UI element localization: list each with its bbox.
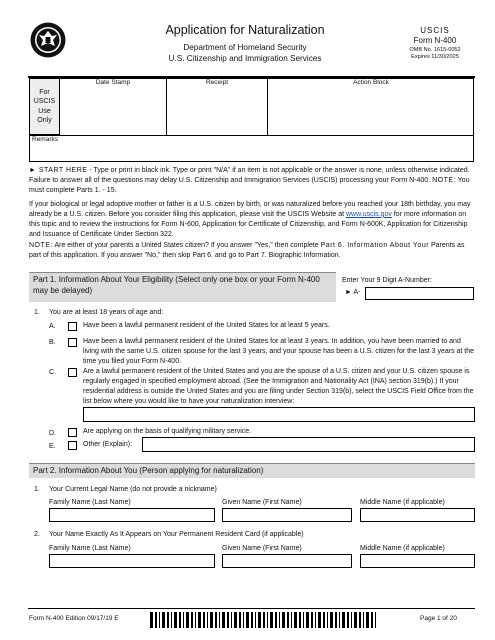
- barcode-bar: [359, 612, 361, 628]
- barcode-bar: [270, 612, 273, 628]
- barcode-bar: [366, 612, 369, 628]
- middle-name-label: Middle Name (if applicable): [360, 545, 445, 552]
- other-explain-input[interactable]: [142, 437, 475, 452]
- start-here-label: ► START HERE: [29, 167, 88, 174]
- option-text: Other (Explain):: [83, 441, 133, 448]
- barcode-bar: [306, 612, 309, 628]
- barcode-bar: [179, 612, 181, 628]
- option-letter: E.: [49, 443, 56, 450]
- barcode-bar: [339, 612, 340, 628]
- parents-note-paragraph: [29, 241, 475, 261]
- barcode-bar: [155, 612, 157, 628]
- a-number-prefix: ► A-: [345, 289, 361, 296]
- barcode-bar: [219, 612, 220, 628]
- option-text: Have been a lawful permanent resident of the United States for at least 5 years.: [83, 322, 330, 329]
- option-letter: C.: [49, 369, 56, 376]
- barcode-bar: [234, 612, 237, 628]
- option-letter: A.: [49, 323, 56, 330]
- form-identifier: [395, 26, 475, 61]
- form-number: Form N-400: [413, 36, 457, 46]
- action-block-header: Action Block: [353, 79, 389, 86]
- barcode-bar: [215, 612, 217, 628]
- current-middle-name-input[interactable]: [360, 508, 475, 522]
- agency-name: U.S. Citizenship and Immigration Services: [168, 54, 322, 63]
- barcode-bar: [363, 612, 364, 628]
- barcode-bar: [162, 612, 165, 628]
- barcode-bar: [275, 612, 277, 628]
- barcode-bar: [347, 612, 349, 628]
- family-name-label: Family Name (Last Name): [49, 499, 131, 506]
- barcode-bar: [287, 612, 289, 628]
- barcode-bar: [159, 612, 160, 628]
- barcode-bar: [351, 612, 352, 628]
- form-title: Application for Naturalization: [165, 23, 325, 37]
- barcode-bar: [342, 612, 345, 628]
- given-name-label: Given Name (First Name): [222, 545, 302, 552]
- option-text: Have been a lawful permanent resident of the United States for at least 3 years. In addition, you have been married to and living with the same U.S. citizen spouse for the last 3 years, and your spouse has been a U.S. citizen for the last 3 years at the time you filed your Form N-400.: [83, 338, 475, 366]
- eligibility-checkbox-b[interactable]: [68, 338, 77, 347]
- barcode-bar: [239, 612, 241, 628]
- barcode-bar: [231, 612, 232, 628]
- department-name: Department of Homeland Security: [183, 43, 307, 52]
- start-here-instructions: [29, 166, 475, 196]
- barcode-bar: [323, 612, 325, 628]
- uscis-use-only-box: [29, 78, 474, 162]
- field-office-input[interactable]: [83, 407, 475, 422]
- only-label: Only: [37, 116, 52, 124]
- barcode-bar: [327, 612, 328, 628]
- eligibility-checkbox-e[interactable]: [68, 441, 77, 450]
- date-stamp-header: Date Stamp: [95, 79, 131, 86]
- question-number: 1.: [34, 309, 40, 316]
- barcode-bar: [246, 612, 249, 628]
- given-name-label: Given Name (First Name): [222, 499, 302, 506]
- barcode-bar: [174, 612, 177, 628]
- use-label: Use: [38, 107, 51, 115]
- for-label: For: [39, 88, 50, 96]
- start-here-text: - Type or print in black ink. Type or print "N/A" if an item is not applicable or the answer is none, unless otherwise indicated. Failure to answer all of the questions may delay U.S. Citizenship and Immigration Services (USCIS) processing your Form N-400.: [29, 167, 470, 184]
- uscis-label: USCIS: [420, 26, 450, 35]
- barcode-bar: [354, 612, 357, 628]
- barcode-bar: [267, 612, 268, 628]
- barcode-bar: [171, 612, 172, 628]
- note-label: NOTE:: [432, 176, 456, 184]
- barcode-bar: [251, 612, 253, 628]
- current-given-name-input[interactable]: [222, 508, 352, 522]
- barcode-bar: [371, 612, 373, 628]
- eligibility-checkbox-a[interactable]: [68, 322, 77, 331]
- barcode-bar: [195, 612, 196, 628]
- barcode-bar: [258, 612, 261, 628]
- eligibility-checkbox-d[interactable]: [68, 428, 77, 437]
- barcode-bar: [183, 612, 184, 628]
- row-divider: [30, 135, 473, 136]
- form-edition: Form N-400 Edition 09/17/19 E: [29, 615, 119, 622]
- barcode-bar: [282, 612, 285, 628]
- for-uscis-use-only-label: [30, 79, 60, 135]
- info-text-b: for more information on this topic and to review the instructions for Form N-600, Application for Certificate of Citizenship, and Form N-600K, Application for Citizenship and Issuance of Certificate Under Section 322.: [29, 210, 468, 238]
- barcode-bar: [198, 612, 201, 628]
- barcode-bar: [330, 612, 333, 628]
- question-number: 2.: [34, 531, 40, 538]
- barcode-bar: [207, 612, 208, 628]
- a-number-label: Enter Your 9 Digit A-Number:: [342, 277, 432, 284]
- omb-number: OMB No. 1615-0052: [409, 46, 461, 53]
- part6-reference: Part 6. Information About Your: [320, 242, 430, 249]
- info-text-a: If your biological or legal adoptive mother or father is a U.S. citizen by birth, or was naturalized before you reached your 18th birthday, you may already be a U.S. citizen. Before you consider filing this application, please visit the USCIS Website at: [29, 201, 471, 218]
- prc-given-name-input[interactable]: [222, 554, 352, 568]
- uscis-website-link[interactable]: www.uscis.gov: [345, 210, 392, 218]
- eligibility-checkbox-c[interactable]: [68, 368, 77, 377]
- expiration-date: Expires 11/30/2025: [411, 54, 459, 61]
- part1-heading: Part 1. Information About Your Eligibility (Select only one box or your Form N-400 may be delayed): [29, 272, 336, 302]
- eligibility-question: You are at least 18 years of age and:: [49, 309, 164, 316]
- prc-middle-name-input[interactable]: [360, 554, 475, 568]
- barcode-bar: [150, 612, 153, 628]
- barcode-bar: [291, 612, 292, 628]
- uscis-label-small: USCIS: [33, 98, 56, 106]
- parents-note-text-b: Parents as part of this application. If you answer "No," then skip Part 6. and go to Part 7. Biographic Information.: [29, 242, 465, 259]
- citizenship-info-paragraph: [29, 200, 475, 240]
- middle-name-label: Middle Name (if applicable): [360, 499, 445, 506]
- current-family-name-input[interactable]: [49, 508, 215, 522]
- parents-note-text-a: Are either of your parents a United States citizen? If you answer "Yes," then complete: [52, 242, 321, 249]
- receipt-header: Receipt: [205, 79, 229, 86]
- barcode-bar: [167, 612, 169, 628]
- note-label-2: NOTE:: [29, 242, 53, 249]
- barcode-bar: [255, 612, 256, 628]
- page-number: Page 1 of 20: [420, 615, 457, 622]
- barcode-bar: [303, 612, 304, 628]
- barcode-bar: [203, 612, 205, 628]
- barcode-bar: [227, 612, 229, 628]
- question-number: 1.: [34, 486, 40, 493]
- option-text: Are applying on the basis of qualifying military service.: [83, 428, 252, 435]
- barcode-bar: [279, 612, 280, 628]
- a-number-input[interactable]: [365, 287, 474, 300]
- part2-heading: Part 2. Information About You (Person applying for naturalization): [29, 463, 475, 478]
- barcode-bar: [335, 612, 337, 628]
- barcode-bar: [186, 612, 189, 628]
- barcode-bar: [263, 612, 265, 628]
- barcode-bar: [299, 612, 301, 628]
- note-text: You must complete Parts 1. - 15.: [29, 176, 470, 194]
- dhs-seal-icon: [30, 22, 66, 58]
- barcode-image: [150, 612, 380, 628]
- barcode-bar: [222, 612, 225, 628]
- barcode-bar: [318, 612, 321, 628]
- option-letter: B.: [49, 339, 56, 346]
- prc-family-name-input[interactable]: [49, 554, 215, 568]
- barcode-bar: [243, 612, 244, 628]
- prc-name-label: Your Name Exactly As It Appears on Your Permanent Resident Card (if applicable): [49, 531, 304, 538]
- remarks-label: Remarks: [32, 136, 59, 143]
- family-name-label: Family Name (Last Name): [49, 545, 131, 552]
- barcode-bar: [311, 612, 313, 628]
- barcode-bar: [294, 612, 297, 628]
- option-text: Are a lawful permanent resident of the United States and you are the spouse of a U.S. citizen and your U.S. citizen spouse is regularly engaged in specified employment abroad. (See the Immigration and Nationality Act (INA) section 319(b).) If your residential address is outside the United States and you are filing under Section 319(b), select the USCIS Field Office from the list below where you would like to have your naturalization interview:: [83, 368, 474, 406]
- option-letter: D.: [49, 430, 56, 437]
- barcode-bar: [191, 612, 193, 628]
- barcode-bar: [375, 612, 376, 628]
- current-legal-name-label: Your Current Legal Name (do not provide a nickname): [49, 486, 217, 493]
- barcode-bar: [210, 612, 213, 628]
- footer-divider: [28, 608, 475, 609]
- barcode-bar: [315, 612, 316, 628]
